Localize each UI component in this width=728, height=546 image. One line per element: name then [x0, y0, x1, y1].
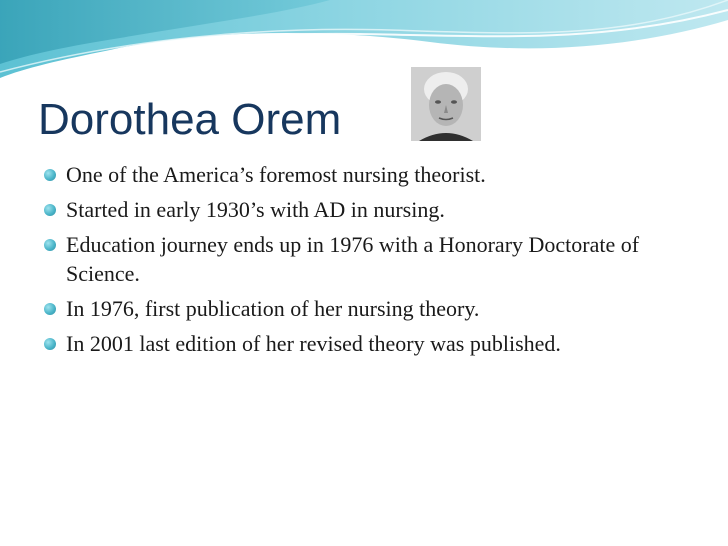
- bullet-dot-icon: [44, 239, 56, 251]
- bullet-dot-icon: [44, 169, 56, 181]
- bullet-text: Started in early 1930’s with AD in nursing.: [66, 197, 445, 222]
- list-item: [44, 294, 714, 323]
- list-item: [44, 195, 714, 224]
- list-item: [44, 230, 714, 288]
- bullet-text: In 1976, first publication of her nursing theory.: [66, 296, 480, 321]
- bullet-list: [44, 160, 714, 364]
- bullet-text: In 2001 last edition of her revised theory was published.: [66, 331, 561, 356]
- list-item: [44, 160, 714, 189]
- bullet-text: One of the America’s foremost nursing theorist.: [66, 162, 486, 187]
- portrait-photo: [411, 67, 481, 141]
- list-item: [44, 329, 714, 358]
- bullet-dot-icon: [44, 303, 56, 315]
- slide-title: Dorothea Orem: [38, 95, 342, 144]
- bullet-text: Education journey ends up in 1976 with a Honorary Doctorate of Science.: [66, 232, 640, 286]
- bullet-dot-icon: [44, 204, 56, 216]
- bullet-dot-icon: [44, 338, 56, 350]
- header-wave-decoration: [0, 0, 728, 90]
